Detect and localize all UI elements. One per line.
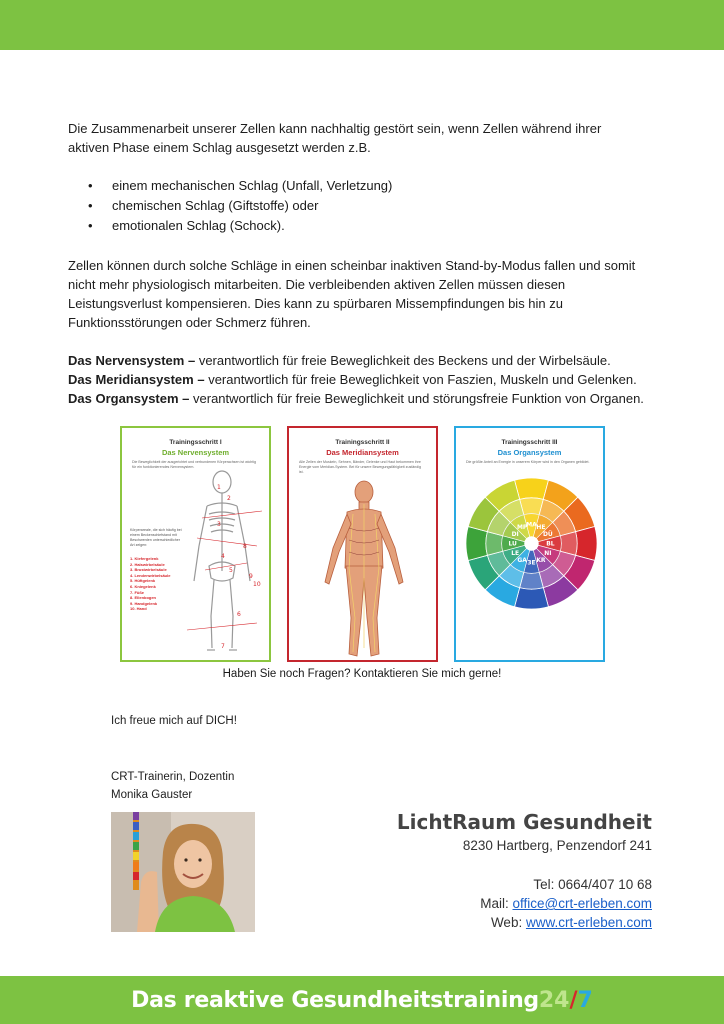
signature-role: CRT-Trainerin, Dozentin <box>111 771 235 783</box>
wheel-organ-label: 3E <box>527 559 536 567</box>
wheel-organ-label: GA <box>517 556 527 564</box>
paragraph-line: Leistungsverlust kompensieren. Dies kann zu spürbaren Missempfindungen bis hin zu <box>68 296 563 311</box>
joint-item: 6. Kniegelenk <box>130 583 156 589</box>
footer-slash: / <box>569 987 578 1013</box>
wheel-organ-label: MP <box>516 524 528 532</box>
svg-text:7: 7 <box>221 643 225 650</box>
footer-number-7: 7 <box>577 987 593 1013</box>
greeting: Ich freue mich auf DICH! <box>111 715 237 727</box>
joint-item: 10. Hand <box>130 606 147 612</box>
wheel-organ-label: LE <box>511 549 520 557</box>
card-step: Trainingsschritt I <box>169 439 222 446</box>
mail-link[interactable]: office@crt-erleben.com <box>512 896 652 911</box>
wheel-outer-segment <box>576 527 597 561</box>
svg-text:6: 6 <box>237 611 241 618</box>
system-organ-name: Das Organsystem – <box>68 391 190 406</box>
contact-caption: Haben Sie noch Fragen? Kontaktieren Sie mich gerne! <box>222 668 502 680</box>
web-label: Web: <box>490 915 526 930</box>
joint-item: 8. Ellenbogen <box>130 595 157 601</box>
paragraph-line: nicht mehr physiologisch mitarbeiten. Die verbleibenden aktiven Zellen müssen diesen <box>68 277 566 292</box>
bullet-item: • chemischen Schlag (Giftstoffe) oder <box>88 196 392 216</box>
svg-text:4: 4 <box>221 553 225 560</box>
company-web <box>491 915 652 930</box>
signature-name: Monika Gauster <box>111 789 193 801</box>
system-nerve-name: Das Nervensystem – <box>68 353 196 368</box>
card-title: Das Meridiansystem <box>326 448 399 457</box>
wheel-organ-label: BL <box>546 540 555 548</box>
system-nerve-text: verantwortlich für freie Beweglichkeit des Beckens und der Wirbelsäule. <box>195 353 611 368</box>
system-meridian <box>68 370 637 389</box>
card-title: Das Nervensystem <box>161 448 230 457</box>
wheel-organ-label: KR <box>536 556 546 564</box>
card-organsystem <box>454 426 605 662</box>
joint-item: 3. Brustwirbelsäule <box>130 567 167 573</box>
company-name: LichtRaum Gesundheit <box>396 810 652 834</box>
footer-number-24: 24 <box>538 987 570 1013</box>
wheel-outer-segment <box>466 527 487 561</box>
joint-item: 1. Kiefergelenk <box>130 556 159 561</box>
joint-item: 7. Füße <box>130 589 145 595</box>
card-step: Trainingsschritt III <box>501 439 558 446</box>
paragraph-line: Zellen können durch solche Schläge in einen scheinbar inaktiven Stand-by-Modus fallen und somit <box>68 258 636 273</box>
card-side-text: Körperareale, die sich häufig bei einem Beckenschiefstand mit Beschwerden unterschiedlicher Art zeigen: <box>130 528 182 547</box>
wheel-organ-label: DI <box>511 531 519 539</box>
intro-line-2: aktiven Phase einem Schlag ausgesetzt werden z.B. <box>68 140 371 155</box>
card-step: Trainingsschritt II <box>335 439 390 446</box>
system-meridian-name: Das Meridiansystem – <box>68 372 205 387</box>
wheel-outer-segment <box>515 588 549 609</box>
card-joint-list <box>130 556 170 612</box>
card-description: Alle Zellen der Muskeln, Sehnen, Bänder, Gelenke und Haut bekommen ihre Energie vom Meridian-System. Bei für unsere Bewegungsfähigkeit zuständig ist. <box>299 460 422 474</box>
intro-line-1: Die Zusammenarbeit unserer Zellen kann nachhaltig gestört sein, wenn Zellen während ihrer <box>68 121 602 136</box>
web-link[interactable]: www.crt-erleben.com <box>525 915 652 930</box>
system-nerve <box>68 351 611 370</box>
company-tel: Tel: 0664/407 10 68 <box>533 877 652 892</box>
company-mail <box>480 896 652 911</box>
svg-text:3: 3 <box>217 521 221 528</box>
bullet-item: • einem mechanischen Schlag (Unfall, Verletzung) <box>88 176 392 196</box>
organ-clock-wheel <box>464 476 599 611</box>
wheel-organ-label: LU <box>508 540 517 548</box>
joint-item: 2. Halswirbelsäule <box>130 561 165 567</box>
mail-label: Mail: <box>480 896 513 911</box>
wheel-organ-label: NI <box>544 549 552 557</box>
body-meridian-illustration <box>309 478 419 660</box>
footer-bar <box>0 976 724 1024</box>
system-meridian-text: verantwortlich für freie Beweglichkeit von Faszien, Muskeln und Gelenken. <box>204 372 637 387</box>
bullet-item: • emotionalen Schlag (Schock). <box>88 216 392 236</box>
joint-item: 9. Handgelenk <box>130 600 158 606</box>
top-green-bar <box>0 0 724 50</box>
svg-text:1: 1 <box>217 484 221 491</box>
company-address: 8230 Hartberg, Penzendorf 241 <box>462 838 652 853</box>
wheel-organ-label: DÜ <box>542 531 553 539</box>
card-meridiansystem <box>287 426 438 662</box>
wheel-organ-label: HE <box>536 524 546 532</box>
skeleton-illustration <box>177 466 267 656</box>
paragraph-line: Funktionsstörungen oder Schmerz führen. <box>68 315 311 330</box>
system-organ-text: verantwortlich für freie Beweglichkeit und störungsfreie Funktion von Organen. <box>189 391 644 406</box>
system-organ <box>68 389 644 408</box>
svg-text:9: 9 <box>249 573 253 580</box>
joint-item: 5. Hüftgelenk <box>130 578 156 584</box>
svg-text:5: 5 <box>229 567 233 574</box>
bullet-list <box>88 176 392 236</box>
wheel-organ-label: MA <box>526 521 537 529</box>
card-title: Das Organsystem <box>497 448 562 457</box>
wheel-outer-segment <box>515 478 549 499</box>
footer-title: Das reaktive Gesundheitstraining <box>131 987 539 1013</box>
card-description: Die Beweglichkeit der ausgerichtet und verbundenen Körperachsen ist wichtig für ein funktionierendes Nervensystem. <box>132 460 257 469</box>
card-nervensystem <box>120 426 271 662</box>
joint-item: 4. Lendenwirbelsäule <box>130 572 171 578</box>
card-description: Die größte Anteil an Energie in unserem Körper wird in den Organen gebildet. <box>466 460 590 464</box>
signature <box>111 768 234 804</box>
svg-text:10: 10 <box>253 581 261 588</box>
svg-text:2: 2 <box>227 495 231 502</box>
svg-text:8: 8 <box>243 543 247 550</box>
trainer-photo <box>111 812 255 932</box>
